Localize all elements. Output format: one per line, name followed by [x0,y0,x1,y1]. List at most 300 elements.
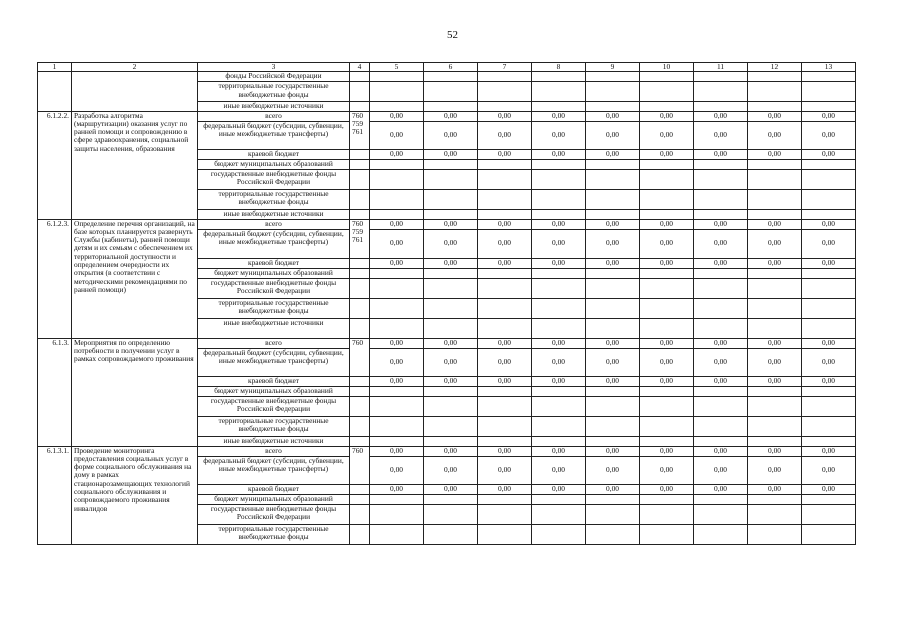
value-cell: 0,00 [370,111,424,121]
value-cell [478,72,532,82]
value-cell [478,102,532,111]
empty-cell [586,209,640,219]
empty-cell [370,189,424,209]
empty-cell [532,268,586,278]
budget-code: 760 [350,446,370,484]
value-cell: 0,00 [424,219,478,229]
empty-cell [694,396,748,416]
empty-cell [586,159,640,169]
value-cell: 0,00 [640,446,694,456]
funding-source: фонды Российской Федерации [198,72,350,82]
value-cell: 0,00 [802,484,856,494]
empty-cell [424,436,478,446]
value-cell: 0,00 [478,121,532,149]
value-cell: 0,00 [424,446,478,456]
code-cell [350,436,370,446]
empty-cell [532,169,586,189]
funding-source: иные внебюджетные источники [198,209,350,219]
empty-cell [532,318,586,338]
empty-cell [532,396,586,416]
empty-cell [478,209,532,219]
value-cell: 0,00 [370,484,424,494]
code-cell [350,376,370,386]
value-cell [586,102,640,111]
empty-cell [748,436,802,446]
budget-code: 760 759 761 [350,111,370,149]
empty-cell [802,209,856,219]
empty-cell [802,298,856,318]
empty-cell [586,436,640,446]
page-number: 52 [447,29,458,41]
empty-cell [694,209,748,219]
column-header: 13 [802,63,856,72]
value-cell: 0,00 [478,456,532,484]
empty-cell [586,189,640,209]
value-cell: 0,00 [694,484,748,494]
column-header: 6 [424,63,478,72]
funding-source: всего [198,219,350,229]
value-cell: 0,00 [586,348,640,376]
empty-cell [640,436,694,446]
source-row [38,446,856,456]
code-cell [350,318,370,338]
empty-cell [802,189,856,209]
value-cell: 0,00 [532,338,586,348]
value-cell: 0,00 [370,456,424,484]
value-cell: 0,00 [640,149,694,159]
empty-cell [532,386,586,396]
empty-cell [370,416,424,436]
value-cell: 0,00 [532,376,586,386]
empty-cell [424,268,478,278]
value-cell [748,102,802,111]
value-cell: 0,00 [694,229,748,258]
empty-cell [694,298,748,318]
value-cell: 0,00 [478,229,532,258]
value-cell: 0,00 [748,456,802,484]
funding-source: территориальные государственные внебюджетные фонды [198,298,350,318]
empty-cell [802,169,856,189]
value-cell [586,82,640,102]
value-cell [370,82,424,102]
row-number [38,82,72,102]
value-cell: 0,00 [370,348,424,376]
value-cell: 0,00 [532,149,586,159]
value-cell: 0,00 [586,446,640,456]
value-cell: 0,00 [532,219,586,229]
value-cell: 0,00 [424,338,478,348]
value-cell: 0,00 [748,376,802,386]
funding-source: государственные внебюджетные фонды Российской Федерации [198,278,350,298]
empty-cell [478,318,532,338]
empty-cell [748,524,802,544]
empty-cell [370,494,424,504]
value-cell: 0,00 [640,111,694,121]
empty-cell [586,396,640,416]
empty-cell [586,494,640,504]
value-cell: 0,00 [640,258,694,268]
empty-cell [802,386,856,396]
value-cell: 0,00 [640,456,694,484]
value-cell: 0,00 [748,229,802,258]
value-cell: 0,00 [802,258,856,268]
empty-cell [694,159,748,169]
value-cell: 0,00 [640,219,694,229]
funding-source: территориальные государственные внебюджетные фонды [198,189,350,209]
value-cell: 0,00 [802,229,856,258]
value-cell: 0,00 [802,338,856,348]
empty-cell [694,189,748,209]
value-cell: 0,00 [694,219,748,229]
value-cell: 0,00 [640,229,694,258]
code-cell [350,149,370,159]
value-cell: 0,00 [424,348,478,376]
funding-source: территориальные государственные внебюджетные фонды [198,416,350,436]
value-cell: 0,00 [532,446,586,456]
funding-source: государственные внебюджетные фонды Российской Федерации [198,396,350,416]
empty-cell [586,504,640,524]
value-cell: 0,00 [748,258,802,268]
empty-cell [532,524,586,544]
value-cell [424,102,478,111]
empty-cell [748,386,802,396]
empty-cell [640,159,694,169]
value-cell [532,82,586,102]
empty-cell [694,278,748,298]
value-cell: 0,00 [802,121,856,149]
value-cell: 0,00 [424,484,478,494]
empty-cell [748,318,802,338]
empty-cell [424,386,478,396]
empty-cell [802,416,856,436]
value-cell [424,82,478,102]
empty-cell [478,268,532,278]
value-cell: 0,00 [802,348,856,376]
empty-cell [424,318,478,338]
code-cell [350,159,370,169]
funding-source: иные внебюджетные источники [198,318,350,338]
empty-cell [640,524,694,544]
empty-cell [424,494,478,504]
value-cell: 0,00 [748,348,802,376]
value-cell: 0,00 [802,456,856,484]
activity-name [72,72,198,82]
empty-cell [424,524,478,544]
empty-cell [478,494,532,504]
code-cell [350,72,370,82]
column-header: 11 [694,63,748,72]
column-header: 5 [370,63,424,72]
value-cell: 0,00 [424,121,478,149]
empty-cell [370,436,424,446]
column-header: 8 [532,63,586,72]
value-cell: 0,00 [478,376,532,386]
empty-cell [586,268,640,278]
empty-cell [640,504,694,524]
empty-cell [802,318,856,338]
row-number: 6.1.2.2. [38,111,72,219]
empty-cell [694,416,748,436]
value-cell: 0,00 [586,219,640,229]
value-cell: 0,00 [586,456,640,484]
value-cell: 0,00 [532,456,586,484]
code-cell [350,268,370,278]
value-cell: 0,00 [532,258,586,268]
empty-cell [640,318,694,338]
empty-cell [370,209,424,219]
value-cell: 0,00 [370,258,424,268]
empty-cell [640,209,694,219]
budget-table [37,62,856,545]
value-cell: 0,00 [370,121,424,149]
budget-code: 760 759 761 [350,219,370,258]
value-cell: 0,00 [694,376,748,386]
value-cell: 0,00 [532,121,586,149]
empty-cell [694,504,748,524]
code-cell [350,484,370,494]
value-cell: 0,00 [424,258,478,268]
value-cell [586,72,640,82]
value-cell [640,72,694,82]
funding-source: краевой бюджет [198,484,350,494]
value-cell [748,82,802,102]
value-cell [802,82,856,102]
empty-cell [478,436,532,446]
value-cell: 0,00 [370,219,424,229]
empty-cell [640,494,694,504]
source-row [38,338,856,348]
empty-cell [748,494,802,504]
empty-cell [478,278,532,298]
value-cell: 0,00 [586,149,640,159]
empty-cell [586,169,640,189]
empty-cell [370,159,424,169]
value-cell: 0,00 [370,376,424,386]
funding-source: государственные внебюджетные фонды Российской Федерации [198,169,350,189]
value-cell: 0,00 [748,219,802,229]
empty-cell [586,416,640,436]
column-header: 4 [350,63,370,72]
row-number: 6.1.3. [38,338,72,446]
empty-cell [424,298,478,318]
value-cell: 0,00 [424,229,478,258]
empty-cell [640,416,694,436]
empty-cell [748,268,802,278]
value-cell [802,72,856,82]
value-cell [424,72,478,82]
code-cell [350,209,370,219]
empty-cell [424,416,478,436]
value-cell: 0,00 [640,376,694,386]
value-cell: 0,00 [370,149,424,159]
value-cell: 0,00 [478,348,532,376]
empty-cell [694,436,748,446]
funding-source: федеральный бюджет (субсидии, субвенции, иные межбюджетные трансферты) [198,229,350,258]
value-cell: 0,00 [586,121,640,149]
empty-cell [370,396,424,416]
value-cell: 0,00 [748,484,802,494]
value-cell: 0,00 [694,111,748,121]
value-cell [694,82,748,102]
value-cell: 0,00 [694,348,748,376]
row-number: 6.1.2.3. [38,219,72,338]
empty-cell [640,396,694,416]
value-cell [694,102,748,111]
empty-cell [694,524,748,544]
empty-cell [748,504,802,524]
empty-cell [694,318,748,338]
empty-cell [370,524,424,544]
empty-cell [532,416,586,436]
value-cell: 0,00 [640,348,694,376]
empty-cell [478,189,532,209]
source-row [38,111,856,121]
empty-cell [640,278,694,298]
value-cell: 0,00 [640,121,694,149]
activity-name: Проведение мониторинга предоставления социальных услуг в форме социального обслуживания на дому в рамках стационарозамещающих технологий социального обслуживания и сопровождаемого проживания инвалидов [72,446,198,544]
empty-cell [802,504,856,524]
funding-source: бюджет муниципальных образований [198,494,350,504]
value-cell: 0,00 [694,121,748,149]
empty-cell [694,386,748,396]
funding-source: территориальные государственные внебюджетные фонды [198,82,350,102]
activity-name: Мероприятия по определению потребности в получении услуг в рамках сопровождаемого проживания [72,338,198,446]
empty-cell [532,189,586,209]
code-cell [350,189,370,209]
empty-cell [478,298,532,318]
empty-cell [424,209,478,219]
empty-cell [802,278,856,298]
value-cell: 0,00 [748,338,802,348]
value-cell: 0,00 [748,446,802,456]
empty-cell [532,298,586,318]
empty-cell [802,159,856,169]
budget-code: 760 [350,338,370,376]
source-row [38,219,856,229]
empty-cell [748,396,802,416]
value-cell: 0,00 [370,338,424,348]
funding-source: всего [198,111,350,121]
code-cell [350,396,370,416]
empty-cell [478,386,532,396]
column-header: 9 [586,63,640,72]
carryover-row [38,82,856,102]
value-cell: 0,00 [478,338,532,348]
empty-cell [748,278,802,298]
empty-cell [424,504,478,524]
value-cell: 0,00 [694,446,748,456]
value-cell: 0,00 [424,456,478,484]
value-cell: 0,00 [748,111,802,121]
activity-name: Разработка алгоритма (маршрутизации) оказания услуг по ранней помощи и сопровождению в сфере здравоохранения, социальной защиты населения, образования [72,111,198,219]
funding-source: иные внебюджетные источники [198,436,350,446]
empty-cell [748,298,802,318]
carryover-row [38,102,856,111]
empty-cell [640,386,694,396]
value-cell: 0,00 [424,376,478,386]
empty-cell [370,169,424,189]
value-cell [370,102,424,111]
empty-cell [694,494,748,504]
funding-source: бюджет муниципальных образований [198,268,350,278]
empty-cell [532,159,586,169]
value-cell: 0,00 [586,111,640,121]
value-cell: 0,00 [532,111,586,121]
value-cell: 0,00 [478,149,532,159]
empty-cell [694,268,748,278]
funding-source: территориальные государственные внебюджетные фонды [198,524,350,544]
column-header: 10 [640,63,694,72]
column-header: 1 [38,63,72,72]
value-cell [802,102,856,111]
code-cell [350,298,370,318]
value-cell: 0,00 [532,348,586,376]
funding-source: краевой бюджет [198,258,350,268]
empty-cell [424,189,478,209]
empty-cell [802,524,856,544]
value-cell [694,72,748,82]
value-cell: 0,00 [424,111,478,121]
value-cell: 0,00 [586,376,640,386]
empty-cell [586,318,640,338]
value-cell: 0,00 [478,111,532,121]
empty-cell [532,436,586,446]
value-cell: 0,00 [802,219,856,229]
value-cell: 0,00 [478,484,532,494]
value-cell: 0,00 [694,338,748,348]
empty-cell [478,524,532,544]
value-cell: 0,00 [478,446,532,456]
value-cell: 0,00 [478,258,532,268]
activity-name [72,82,198,102]
value-cell: 0,00 [532,229,586,258]
empty-cell [802,268,856,278]
value-cell: 0,00 [370,229,424,258]
funding-source: государственные внебюджетные фонды Российской Федерации [198,504,350,524]
empty-cell [748,159,802,169]
empty-cell [478,159,532,169]
value-cell: 0,00 [424,149,478,159]
value-cell [532,72,586,82]
value-cell: 0,00 [478,219,532,229]
empty-cell [370,386,424,396]
empty-cell [640,169,694,189]
empty-cell [532,494,586,504]
activity-name [72,102,198,111]
code-cell [350,169,370,189]
value-cell: 0,00 [640,338,694,348]
code-cell [350,494,370,504]
funding-source: федеральный бюджет (субсидии, субвенции, иные межбюджетные трансферты) [198,121,350,149]
funding-source: всего [198,446,350,456]
value-cell: 0,00 [694,149,748,159]
empty-cell [586,298,640,318]
code-cell [350,504,370,524]
empty-cell [640,268,694,278]
code-cell [350,82,370,102]
funding-source: краевой бюджет [198,376,350,386]
funding-source: иные внебюджетные источники [198,102,350,111]
code-cell [350,278,370,298]
value-cell: 0,00 [370,446,424,456]
value-cell: 0,00 [802,149,856,159]
value-cell [478,82,532,102]
empty-cell [532,504,586,524]
empty-cell [802,396,856,416]
empty-cell [478,396,532,416]
code-cell [350,524,370,544]
empty-cell [748,209,802,219]
